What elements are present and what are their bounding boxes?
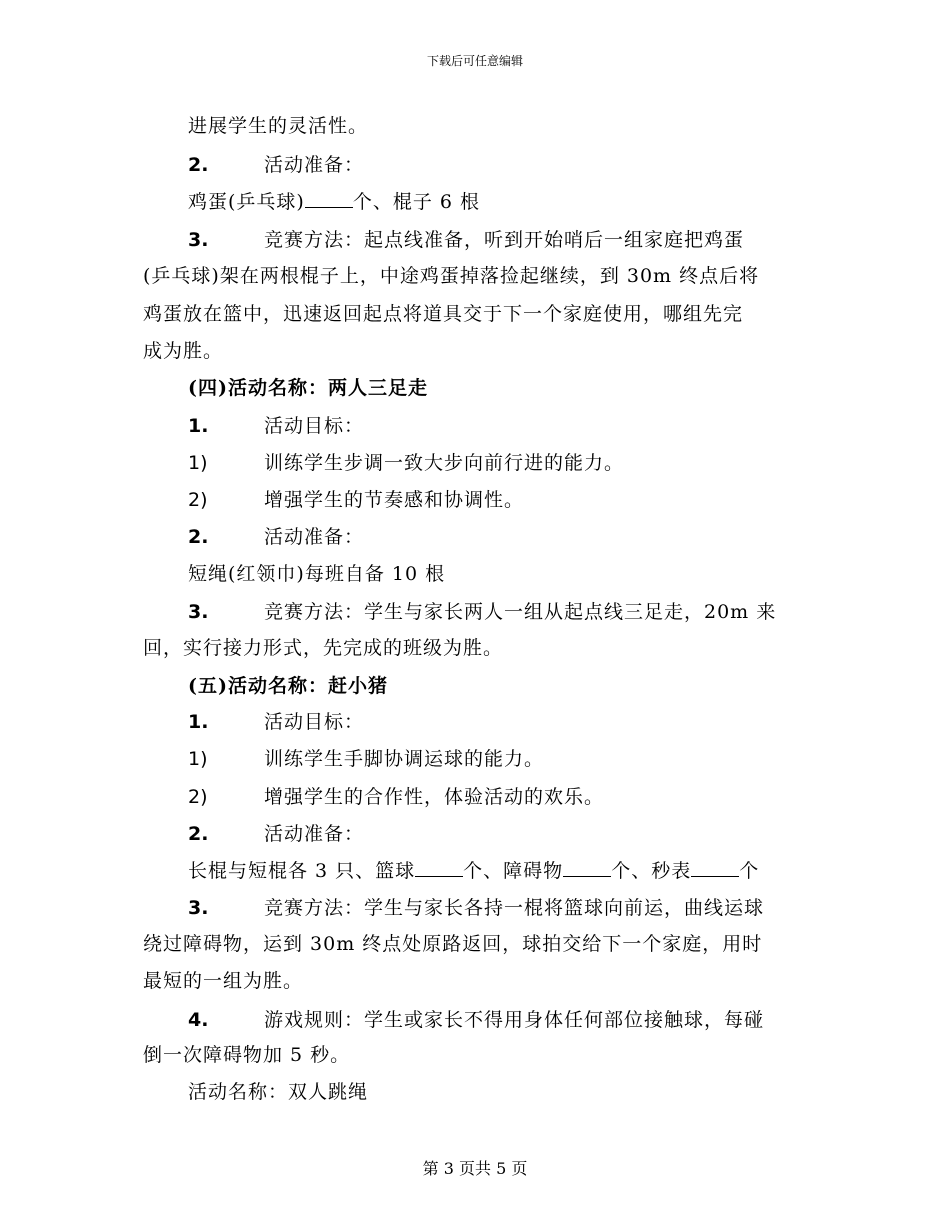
- line-text: 个、秒表: [611, 860, 692, 882]
- item-number: 1.: [188, 711, 209, 733]
- list-item: [188, 228, 744, 252]
- item-number: 3.: [188, 897, 209, 919]
- line-text: 个: [739, 860, 760, 882]
- list-item: [188, 822, 364, 846]
- section-heading: [188, 674, 388, 698]
- item-text: 竞赛方法：学生与家长各持一棍将篮球向前运，曲线运球: [264, 897, 765, 919]
- item-text: 活动准备：: [264, 526, 365, 548]
- heading-text: (四)活动名称：两人三足走: [188, 377, 428, 399]
- paragraph-line: [188, 114, 368, 138]
- list-item: [188, 414, 364, 438]
- line-text: 个、障碍物: [463, 860, 564, 882]
- line-text: 回，实行接力形式，先完成的班级为胜。: [143, 637, 504, 659]
- line-text: (乒乓球)架在两根棍子上，中途鸡蛋掉落捡起继续，到 30m 终点后将: [143, 265, 760, 287]
- line-text: 成为胜。: [143, 340, 224, 362]
- item-text: 活动目标：: [264, 711, 365, 733]
- list-item: [188, 896, 764, 920]
- item-number: 2): [188, 786, 208, 808]
- item-number: 2.: [188, 823, 209, 845]
- item-text: 活动准备：: [264, 154, 365, 176]
- list-item: [188, 1008, 764, 1032]
- paragraph-line: [188, 858, 759, 883]
- item-text: 训练学生手脚协调运球的能力。: [264, 748, 545, 770]
- item-number: 3.: [188, 601, 209, 623]
- paragraph-line: [143, 932, 762, 956]
- list-item: [188, 600, 776, 624]
- paragraph-line: [143, 969, 303, 993]
- line-text: 长棍与短棍各 3 只、篮球: [188, 860, 416, 882]
- paragraph-line: [188, 1080, 368, 1104]
- line-text: 绕过障碍物，运到 30m 终点处原路返回，球拍交给下一个家庭，用时: [143, 933, 763, 955]
- list-item: [188, 153, 364, 177]
- item-text: 活动准备：: [264, 823, 365, 845]
- line-text: 进展学生的灵活性。: [188, 115, 369, 137]
- paragraph-line: [143, 264, 759, 288]
- section-heading: [188, 376, 428, 400]
- item-text: 增强学生的节奏感和协调性。: [264, 489, 525, 511]
- line-text: 活动名称：双人跳绳: [188, 1081, 369, 1103]
- item-number: 1.: [188, 415, 209, 437]
- paragraph-line: [188, 189, 480, 214]
- page-footer: 第 3 页共 5 页: [422, 1159, 528, 1178]
- item-text: 游戏规则：学生或家长不得用身体任何部位接触球，每碰: [264, 1009, 765, 1031]
- line-text: 鸡蛋(乒乓球): [188, 191, 305, 213]
- list-item: [188, 488, 524, 512]
- item-text: 训练学生步调一致大步向前行进的能力。: [264, 452, 625, 474]
- fill-blank: [415, 858, 463, 877]
- item-number: 1): [188, 452, 208, 474]
- paragraph-line: [188, 562, 445, 586]
- item-number: 1): [188, 748, 208, 770]
- item-number: 2.: [188, 526, 209, 548]
- paragraph-line: [143, 1043, 350, 1067]
- line-text: 个、棍子 6 根: [352, 191, 480, 213]
- page-header: 下载后可任意编辑: [426, 54, 523, 68]
- item-text: 竞赛方法：学生与家长两人一组从起点线三足走，20m 来: [264, 601, 777, 623]
- line-text: 最短的一组为胜。: [143, 970, 304, 992]
- fill-blank: [563, 858, 611, 877]
- line-text: 倒一次障碍物加 5 秒。: [143, 1044, 351, 1066]
- heading-text: (五)活动名称：赶小猪: [188, 675, 388, 697]
- paragraph-line: [143, 339, 223, 363]
- item-number: 4.: [188, 1009, 209, 1031]
- fill-blank: [691, 858, 739, 877]
- paragraph-line: [143, 302, 743, 326]
- line-text: 鸡蛋放在篮中，迅速返回起点将道具交于下一个家庭使用，哪组先完: [143, 303, 744, 325]
- item-number: 2.: [188, 154, 209, 176]
- line-text: 短绳(红领巾)每班自备 10 根: [188, 563, 446, 585]
- list-item: [188, 451, 624, 475]
- list-item: [188, 710, 364, 734]
- list-item: [188, 747, 544, 771]
- fill-blank: [305, 189, 353, 208]
- paragraph-line: [143, 636, 503, 660]
- item-text: 活动目标：: [264, 415, 365, 437]
- list-item: [188, 525, 364, 549]
- item-number: 3.: [188, 229, 209, 251]
- item-text: 竞赛方法：起点线准备，听到开始哨后一组家庭把鸡蛋: [264, 229, 745, 251]
- item-text: 增强学生的合作性，体验活动的欢乐。: [264, 786, 605, 808]
- list-item: [188, 785, 604, 809]
- item-number: 2): [188, 489, 208, 511]
